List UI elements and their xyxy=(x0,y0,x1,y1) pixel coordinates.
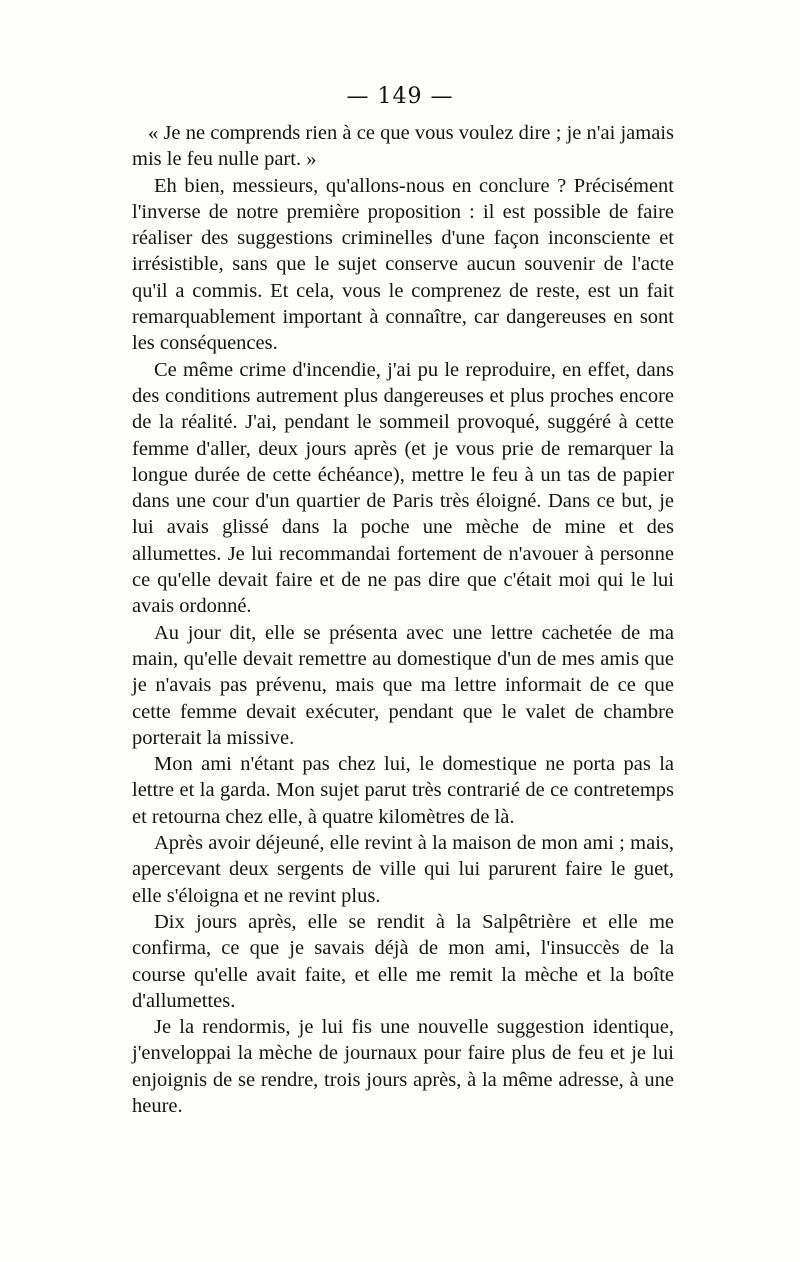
body-text xyxy=(132,120,674,1119)
paragraph: Dix jours après, elle se rendit à la Salpêtrière et elle me confirma, ce que je savais déjà de mon ami, l'insuccès de la course qu'elle avait faite, et elle me remit la mèche et la boîte d'allumettes. xyxy=(132,910,674,1012)
paragraph: Après avoir déjeuné, elle revint à la maison de mon ami ; mais, apercevant deux sergents de ville qui lui parurent faire le guet, elle s'éloigna et ne revint plus. xyxy=(132,832,674,907)
page-number: — 149 — xyxy=(346,84,454,109)
paragraph: Ce même crime d'incendie, j'ai pu le reproduire, en effet, dans des conditions autrement plus dangereuses et plus proches encore de la réalité. J'ai, pendant le sommeil provoqué, suggéré à cette femme d'aller, deux jours après (et je vous prie de remarquer la longue durée de cette échéance), mettre le feu à un tas de papier dans une cour d'un quartier de Paris très éloigné. Dans ce but, je lui avais glissé dans la poche une mèche de mine et des allumettes. Je lui recommandai fortement de n'avouer à personne ce qu'elle devait faire et de ne pas dire que c'était moi qui le lui avais ordonné. xyxy=(132,358,674,618)
paragraph-quote: « Je ne comprends rien à ce que vous voulez dire ; je n'ai jamais mis le feu nulle part. » xyxy=(132,122,674,171)
paragraph: Eh bien, messieurs, qu'allons-nous en conclure ? Précisément l'inverse de notre première proposition : il est possible de faire réaliser des suggestions criminelles d'une façon inconsciente et irrésistible, sans que le sujet conserve aucun souvenir de l'acte qu'il a commis. Et cela, vous le comprenez de reste, est un fait remarquablement important à connaître, car dangereuses en sont les conséquences. xyxy=(132,174,674,355)
paragraph: Mon ami n'étant pas chez lui, le domestique ne porta pas la lettre et la garda. Mon sujet parut très contrarié de ce contretemps et retourna chez elle, à quatre kilomètres de là. xyxy=(132,753,674,828)
paragraph: Au jour dit, elle se présenta avec une lettre cachetée de ma main, qu'elle devait remettre au domestique d'un de mes amis que je n'avais pas prévenu, mais que ma lettre informait de ce que cette femme devait exécuter, pendant que le valet de chambre porterait la missive. xyxy=(132,621,674,749)
paragraph: Je la rendormis, je lui fis une nouvelle suggestion identique, j'enveloppai la mèche de journaux pour faire plus de feu et je lui enjoignis de se rendre, trois jours après, à la même adresse, à une heure. xyxy=(132,1016,674,1117)
